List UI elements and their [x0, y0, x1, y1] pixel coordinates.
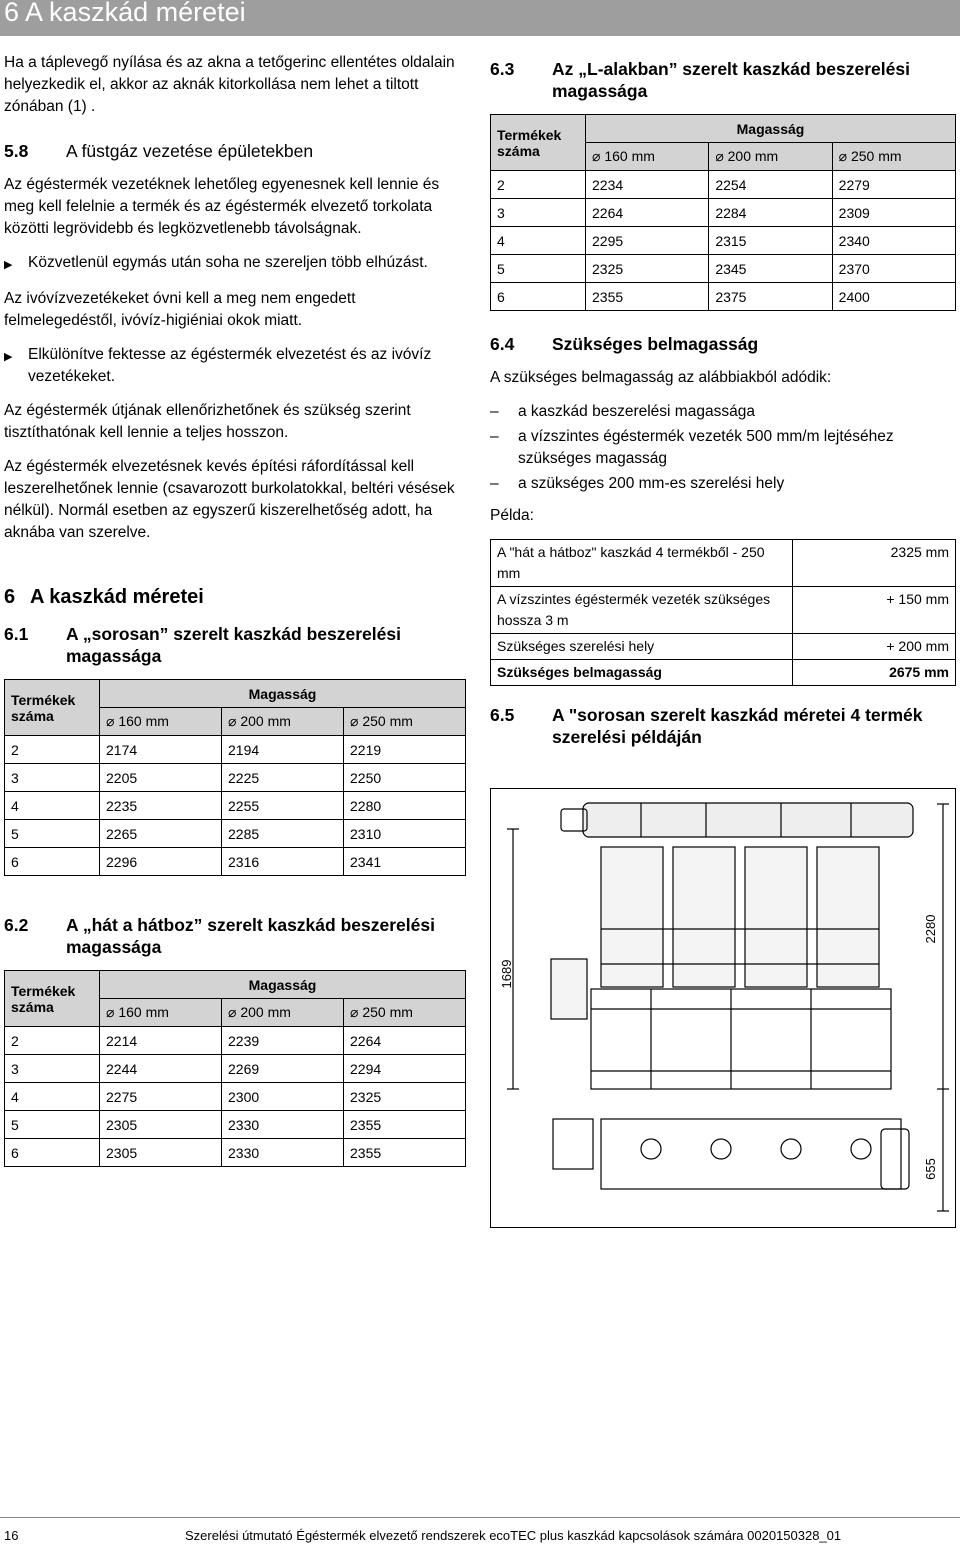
- diameter-250-header: ⌀ 250 mm: [832, 143, 955, 171]
- section-6-heading: [4, 586, 466, 609]
- height-cell: 2225: [222, 764, 344, 792]
- paragraph: Az égéstermék elvezetésnek kevés építési ráfordítással kell leszerelhetőnek lennie (csavarozott burkolatokkal, beltéri vésések nélkül). Normál esetben az egyszerű kiszerelhetőség adott, ha aknába van szerelve.: [4, 458, 455, 541]
- diameter-250-header: ⌀ 250 mm: [344, 999, 466, 1027]
- section-title: A kaszkád méretei: [30, 586, 204, 608]
- diameter-160-header: ⌀ 160 mm: [586, 143, 709, 171]
- height-cell: 2315: [709, 227, 832, 255]
- height-cell: 2294: [344, 1055, 466, 1083]
- height-header: Magasság: [100, 971, 466, 999]
- product-count-cell: 2: [491, 171, 586, 199]
- table-row: [491, 199, 956, 227]
- height-cell: 2355: [344, 1111, 466, 1139]
- height-cell: 2370: [832, 255, 955, 283]
- height-cell: 2309: [832, 199, 955, 227]
- bullet-text: Elkülönítve fektesse az égéstermék elvezetést és az ivóvíz vezetékeket.: [28, 346, 432, 385]
- height-cell: 2295: [586, 227, 709, 255]
- section-title: A füstgáz vezetése épületekben: [66, 141, 314, 161]
- example-item: Szükséges szerelési hely: [491, 634, 793, 660]
- height-cell: 2250: [344, 764, 466, 792]
- dash-bullet: –: [490, 428, 499, 445]
- height-cell: 2325: [586, 255, 709, 283]
- section-title: Szükséges belmagasság: [552, 334, 759, 354]
- product-count-cell: 5: [5, 1111, 100, 1139]
- table-row: [5, 1111, 466, 1139]
- flue-pipe: [583, 803, 913, 837]
- section-6-4-heading: [490, 333, 956, 355]
- height-header: Magasság: [586, 115, 956, 143]
- product-count-cell: 3: [5, 1055, 100, 1083]
- height-cell: 2296: [100, 848, 222, 876]
- height-cell: 2205: [100, 764, 222, 792]
- section-6-3-heading: [490, 58, 956, 102]
- height-cell: 2219: [344, 736, 466, 764]
- table-row: [491, 171, 956, 199]
- height-cell: 2325: [344, 1083, 466, 1111]
- page-number: 16: [4, 1528, 19, 1543]
- height-cell: 2255: [222, 792, 344, 820]
- height-cell: 2279: [832, 171, 955, 199]
- table-6-3: [490, 114, 956, 311]
- boiler-unit: [817, 847, 879, 987]
- height-cell: 2265: [100, 820, 222, 848]
- paragraph: A szükséges belmagasság az alábbiakból adódik:: [490, 369, 832, 386]
- dimension-label-655: 655: [923, 1158, 938, 1180]
- height-cell: 2341: [344, 848, 466, 876]
- triangle-bullet-icon: ▶: [4, 351, 13, 363]
- table-row: [491, 227, 956, 255]
- section-title: A "sorosan szerelt kaszkád méretei 4 termék szerelési példáján: [552, 705, 923, 747]
- products-header: Termékek száma: [5, 971, 100, 1027]
- diameter-200-header: ⌀ 200 mm: [222, 708, 344, 736]
- mounting-frame: [591, 989, 891, 1089]
- diameter-160-header: ⌀ 160 mm: [100, 999, 222, 1027]
- product-count-cell: 2: [5, 736, 100, 764]
- height-cell: 2214: [100, 1027, 222, 1055]
- section-title: Az „L-alakban” szerelt kaszkád beszerelési magassága: [552, 59, 910, 101]
- table-6-1: [4, 679, 466, 876]
- height-cell: 2285: [222, 820, 344, 848]
- product-count-cell: 2: [5, 1027, 100, 1055]
- section-title: A „sorosan” szerelt kaszkád beszerelési magassága: [66, 624, 401, 666]
- example-label: Példa:: [490, 507, 534, 524]
- example-total-label: Szükséges belmagasság: [491, 660, 793, 686]
- product-count-cell: 6: [5, 1139, 100, 1167]
- example-item: A "hát a hátboz" kaszkád 4 termékből - 250 mm: [491, 540, 793, 587]
- products-header: Termékek száma: [5, 680, 100, 736]
- product-count-cell: 4: [5, 792, 100, 820]
- diameter-200-header: ⌀ 200 mm: [222, 999, 344, 1027]
- height-cell: 2305: [100, 1139, 222, 1167]
- section-number: 6.2: [4, 915, 29, 935]
- product-count-cell: 6: [5, 848, 100, 876]
- example-value: 2325 mm: [793, 540, 956, 587]
- height-cell: 2400: [832, 283, 955, 311]
- product-count-cell: 6: [491, 283, 586, 311]
- paragraph: Az ivóvízvezetékeket óvni kell a meg nem engedett felmelegedéstől, ivóvíz-higiéniai okok miatt.: [4, 290, 356, 329]
- paragraph: Az égéstermék vezetéknek lehetőleg egyenesnek kell lennie és meg kell felelnie a termék és az égéstermék elvezető torkolata közötti legrövidebb és legközvetlenebb távolságnak.: [4, 176, 440, 237]
- height-cell: 2316: [222, 848, 344, 876]
- bullet-item: [4, 252, 466, 276]
- right-column: [490, 52, 956, 760]
- example-item: A vízszintes égéstermék vezeték szükséges hossza 3 m: [491, 587, 793, 634]
- table-row: [491, 283, 956, 311]
- height-cell: 2305: [100, 1111, 222, 1139]
- section-number: 6.3: [490, 59, 515, 79]
- boiler-unit: [673, 847, 735, 987]
- table-row: [5, 736, 466, 764]
- boiler-unit: [745, 847, 807, 987]
- example-value: + 200 mm: [793, 634, 956, 660]
- height-cell: 2284: [709, 199, 832, 227]
- bullet-item: [4, 344, 466, 388]
- height-cell: 2355: [586, 283, 709, 311]
- product-count-cell: 5: [5, 820, 100, 848]
- height-cell: 2254: [709, 171, 832, 199]
- section-5-8-heading: [4, 140, 466, 162]
- example-value: + 150 mm: [793, 587, 956, 634]
- triangle-bullet-icon: ▶: [4, 259, 13, 271]
- height-cell: 2239: [222, 1027, 344, 1055]
- dash-bullet: –: [490, 403, 499, 420]
- diameter-200-header: ⌀ 200 mm: [709, 143, 832, 171]
- footer-divider: [0, 1517, 960, 1518]
- dash-item: [490, 401, 956, 423]
- table-row: [491, 634, 956, 660]
- section-6-2-heading: [4, 914, 466, 958]
- table-row: [5, 1027, 466, 1055]
- section-number: 6.5: [490, 705, 515, 725]
- product-count-cell: 3: [5, 764, 100, 792]
- height-cell: 2330: [222, 1139, 344, 1167]
- table-row: [491, 587, 956, 634]
- product-count-cell: 3: [491, 199, 586, 227]
- height-cell: 2244: [100, 1055, 222, 1083]
- manifold: [601, 1119, 901, 1189]
- height-cell: 2234: [586, 171, 709, 199]
- table-row: [491, 255, 956, 283]
- table-row: [5, 1055, 466, 1083]
- height-cell: 2174: [100, 736, 222, 764]
- height-cell: 2330: [222, 1111, 344, 1139]
- height-cell: 2345: [709, 255, 832, 283]
- diameter-160-header: ⌀ 160 mm: [100, 708, 222, 736]
- product-count-cell: 4: [5, 1083, 100, 1111]
- table-row: [5, 820, 466, 848]
- dash-item: [490, 473, 956, 495]
- height-cell: 2264: [586, 199, 709, 227]
- product-count-cell: 5: [491, 255, 586, 283]
- height-cell: 2235: [100, 792, 222, 820]
- product-count-cell: 4: [491, 227, 586, 255]
- products-header: Termékek száma: [491, 115, 586, 171]
- table-6-2: [4, 970, 466, 1167]
- table-row: [5, 792, 466, 820]
- height-cell: 2300: [222, 1083, 344, 1111]
- cascade-installation-figure: [490, 788, 956, 1228]
- height-cell: 2280: [344, 792, 466, 820]
- boiler-unit: [601, 847, 663, 987]
- section-6-5-heading: [490, 704, 956, 748]
- paragraph: Az égéstermék útjának ellenőrizhetőnek és szükség szerint tisztíthatónak kell lennie a teljes hosszon.: [4, 402, 411, 441]
- dash-item: [490, 426, 956, 470]
- table-row: [5, 764, 466, 792]
- intro-paragraph: Ha a táplevegő nyílása és az akna a tetőgerinc ellentétes oldalain helyezkedik el, akkor az aknák kitorkollása nem lehet a tiltott zónában (1) .: [4, 54, 455, 115]
- height-cell: 2340: [832, 227, 955, 255]
- footer-text: Szerelési útmutató Égéstermék elvezető rendszerek ecoTEC plus kaszkád kapcsolások számára 0020150328_01: [185, 1528, 842, 1543]
- height-cell: 2375: [709, 283, 832, 311]
- dash-text: a vízszintes égéstermék vezeték 500 mm/m lejtéséhez szükséges magasság: [518, 428, 894, 467]
- height-header: Magasság: [100, 680, 466, 708]
- section-number: 6.1: [4, 624, 29, 644]
- diameter-250-header: ⌀ 250 mm: [344, 708, 466, 736]
- left-column: [4, 52, 466, 1181]
- height-cell: 2264: [344, 1027, 466, 1055]
- table-row: [5, 1139, 466, 1167]
- height-cell: 2355: [344, 1139, 466, 1167]
- example-total-value: 2675 mm: [793, 660, 956, 686]
- height-cell: 2269: [222, 1055, 344, 1083]
- height-cell: 2194: [222, 736, 344, 764]
- section-number: 6.4: [490, 334, 515, 354]
- section-title: A „hát a hátboz” szerelt kaszkád beszerelési magassága: [66, 915, 435, 957]
- table-row: [5, 848, 466, 876]
- section-6-1-heading: [4, 623, 466, 667]
- height-cell: 2310: [344, 820, 466, 848]
- table-row: [491, 540, 956, 587]
- section-number: 5.8: [4, 141, 29, 161]
- cascade-drawing: [491, 789, 955, 1227]
- bullet-text: Közvetlenül egymás után soha ne szereljen több elhúzást.: [28, 254, 428, 271]
- dash-text: a kaszkád beszerelési magassága: [518, 403, 755, 420]
- section-number: 6: [4, 586, 16, 608]
- dash-bullet: –: [490, 475, 499, 492]
- example-table: [490, 539, 956, 686]
- dimension-label-2280: 2280: [923, 914, 938, 944]
- table-row: [5, 1083, 466, 1111]
- height-cell: 2275: [100, 1083, 222, 1111]
- chapter-header-bar: [0, 0, 960, 36]
- dash-text: a szükséges 200 mm-es szerelési hely: [518, 475, 785, 492]
- chapter-header-title: 6 A kaszkád méretei: [4, 0, 246, 27]
- dimension-label-1689: 1689: [499, 959, 514, 989]
- table-row-total: [491, 660, 956, 686]
